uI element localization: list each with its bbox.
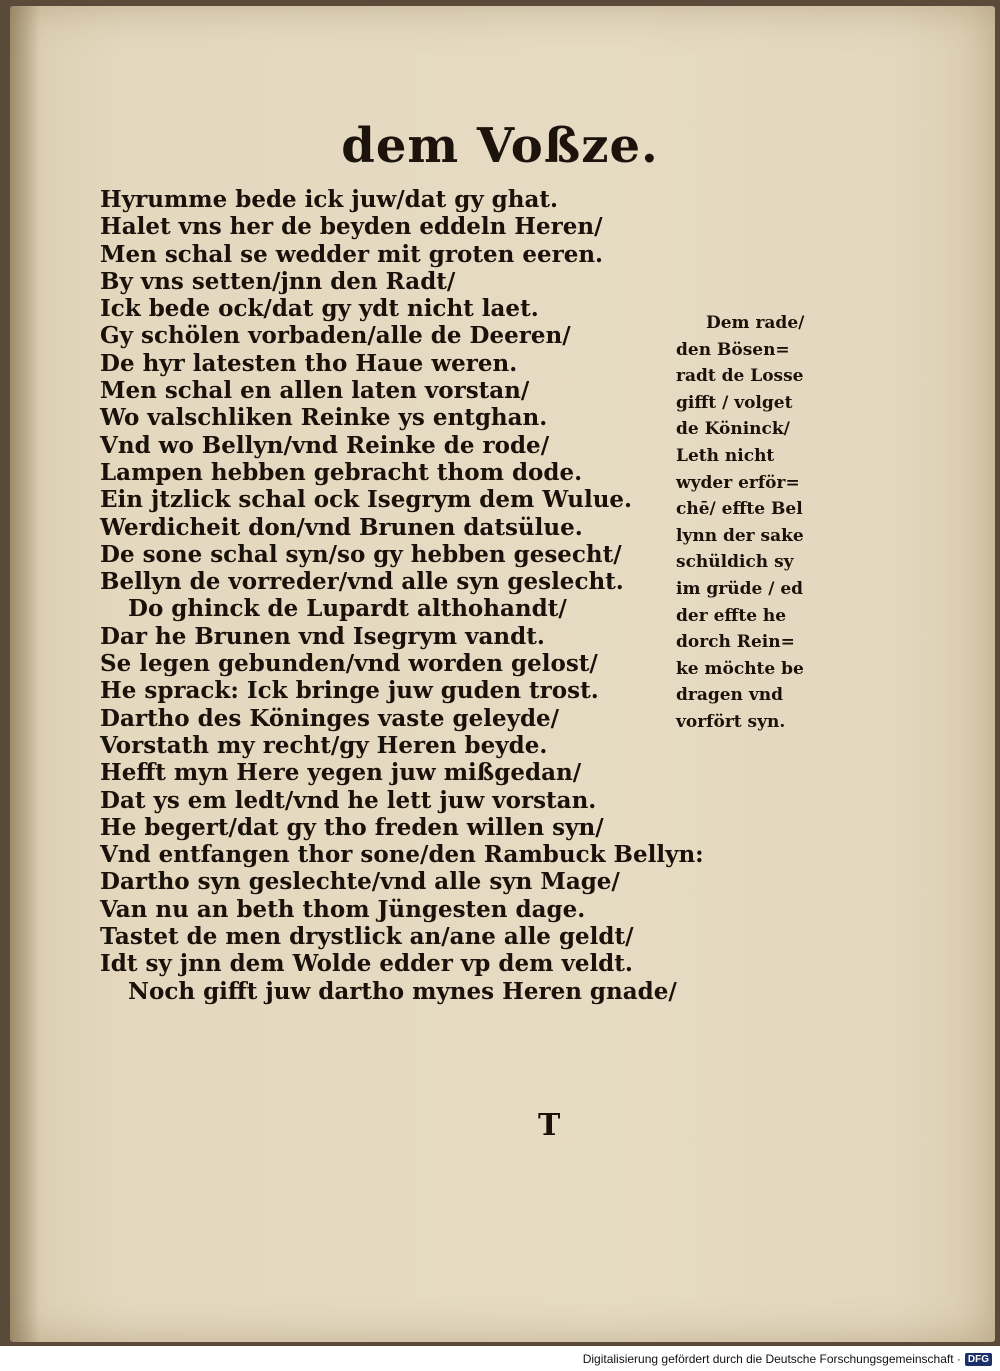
text-line: Se legen gebunden/vnd worden gelost/ bbox=[100, 650, 598, 678]
text-line: Halet vns her de beyden eddeln Heren/ bbox=[100, 213, 603, 241]
text-line: Dar he Brunen vnd Isegrym vandt. bbox=[100, 622, 545, 650]
gloss-line: dragen vnd bbox=[676, 685, 783, 706]
gloss-line: gifft / volget bbox=[676, 392, 793, 413]
text-line: Wo valschliken Reinke ys entghan. bbox=[100, 404, 548, 432]
text-line: Vnd entfangen thor sone/den Rambuck Bellyn: bbox=[100, 841, 704, 869]
text-line: De hyr latesten tho Haue weren. bbox=[100, 349, 518, 377]
gloss-line: chē/ effte Bel bbox=[676, 499, 803, 520]
gloss-line: schüldich sy bbox=[676, 552, 794, 573]
gloss-line: der effte he bbox=[676, 605, 787, 626]
text-line: He sprack: Ick bringe juw guden trost. bbox=[100, 677, 599, 705]
gutter-shadow bbox=[10, 6, 40, 1342]
text-line: Dartho syn geslechte/vnd alle syn Mage/ bbox=[100, 868, 620, 896]
gloss-line: wyder erför= bbox=[676, 472, 800, 493]
text-line: Idt sy jnn dem Wolde edder vp dem veldt. bbox=[100, 950, 633, 978]
text-line: Ein jtzlick schal ock Isegrym dem Wulue. bbox=[100, 486, 633, 514]
text-line: Do ghinck de Lupardt althohandt/ bbox=[128, 595, 567, 623]
gloss-line: im grüde / ed bbox=[676, 578, 804, 599]
text-line: Hefft myn Here yegen juw mißgedan/ bbox=[100, 759, 582, 787]
gloss-line: dorch Rein= bbox=[676, 632, 795, 653]
text-line: Ick bede ock/dat gy ydt nicht laet. bbox=[100, 295, 539, 323]
text-line: Vnd wo Bellyn/vnd Reinke de rode/ bbox=[100, 431, 550, 459]
main-text-block bbox=[100, 186, 704, 1005]
dfg-logo-icon: DFG bbox=[965, 1353, 992, 1366]
footer-credit-text: Digitalisierung gefördert durch die Deutsche Forschungsgemeinschaft · bbox=[582, 1352, 961, 1366]
text-line: Bellyn de vorreder/vnd alle syn geslecht. bbox=[100, 568, 624, 596]
catchword: T bbox=[538, 1108, 561, 1143]
text-line: Werdicheit don/vnd Brunen datsülue. bbox=[100, 513, 583, 541]
gloss-line: den Bösen= bbox=[676, 339, 790, 360]
gloss-line: de Köninck/ bbox=[676, 419, 790, 440]
text-line: He begert/dat gy tho freden willen syn/ bbox=[100, 813, 604, 841]
gloss-line: Dem rade/ bbox=[706, 313, 805, 333]
text-line: Dartho des Köninges vaste geleyde/ bbox=[100, 704, 560, 732]
text-line: Noch gifft juw dartho mynes Heren gnade/ bbox=[128, 977, 677, 1005]
gloss-line: Leth nicht bbox=[676, 445, 775, 466]
text-line: Dat ys em ledt/vnd he lett juw vorstan. bbox=[100, 786, 597, 814]
text-line: Men schal se wedder mit groten eeren. bbox=[100, 240, 604, 268]
text-line: Tastet de men drystlick an/ane alle geldt/ bbox=[100, 923, 634, 951]
text-line: Men schal en allen laten vorstan/ bbox=[100, 377, 530, 405]
text-line: Van nu an beth thom Jüngesten dage. bbox=[100, 895, 586, 923]
running-head: dem Voßze. bbox=[341, 118, 659, 174]
digitization-footer bbox=[583, 1352, 992, 1366]
text-line: Vorstath my recht/gy Heren beyde. bbox=[100, 731, 548, 759]
text-line: De sone schal syn/so gy hebben gesecht/ bbox=[100, 540, 622, 568]
text-line: By vns setten/jnn den Radt/ bbox=[100, 267, 456, 295]
gloss-line: radt de Losse bbox=[676, 366, 804, 387]
gloss-line: lynn der sake bbox=[676, 525, 804, 546]
text-line: Hyrumme bede ick juw/dat gy ghat. bbox=[100, 186, 559, 213]
text-line: Lampen hebben gebracht thom dode. bbox=[100, 458, 583, 486]
text-line: Gy schölen vorbaden/alle de Deeren/ bbox=[100, 322, 571, 350]
gloss-line: ke möchte be bbox=[676, 658, 804, 679]
gloss-line: vorfört syn. bbox=[676, 711, 786, 732]
marginal-gloss bbox=[676, 310, 836, 736]
